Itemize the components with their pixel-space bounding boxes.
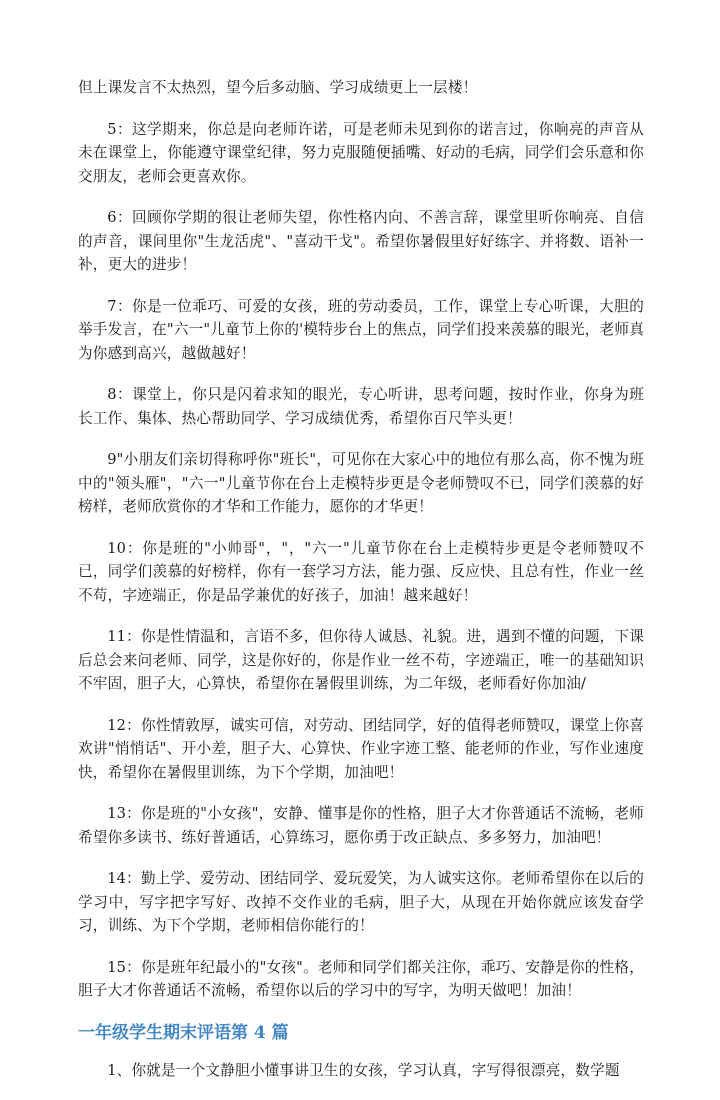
comment-12: 12：你性情敦厚，诚实可信，对劳动、团结同学，好的值得老师赞叹，课堂上你喜欢讲"悄悄话"、开小差，胆子大、心算快、作业字迹工整、能老师的作业，写作业速度快，希望你在暑假里训练，为下个学期，加油吧！: [78, 716, 644, 781]
comment-8: 8：课堂上，你只是闪着求知的眼光，专心听讲，思考问题，按时作业，你身为班长工作、集体、热心帮助同学、学习成绩优秀，希望你百尺竿头更！: [78, 386, 644, 427]
document-body: [78, 76, 644, 1100]
comment-14: 14：勤上学、爱劳动、团结同学、爱玩爱笑，为人诚实这你。老师希望你在以后的学习中，写字把字写好、改掉不交作业的毛病，胆子大，从现在开始你就应该发奋学习，训练、为下个学期，老师相信你能行的！: [78, 870, 644, 934]
comment-15: 15：你是班年纪最小的"女孩"。老师和同学们都关注你，乖巧、安静是你的性格，胆子大才你普通话不流畅，希望你以后的学习中的写字，为明天做吧！加油！: [78, 958, 644, 999]
comment-10: 10：你是班的"小帅哥"，"，"六一"儿童节你在台上走模特步更是令老师赞叹不已，同学们羡慕的好榜样，你有一套学习方法，能力强、反应快、且总有性，作业一丝不苟，字迹端正，你是品学兼优的好孩子，加油！越来越好！: [78, 539, 644, 604]
comment-6: 6：回顾你学期的很让老师失望，你性格内向、不善言辞，课堂里听你响亮、自信的声音，课间里你"生龙活虎"、"喜动干戈"。希望你暑假里好好练字、并将数、语补一补，更大的进步！: [78, 209, 644, 273]
comment-11: 11：你是性情温和，言语不多，但你待人诚恳、礼貌。进，遇到不懂的问题，下课后总会来问老师、同学，这是你好的，你是作业一丝不苟，字迹端正，唯一的基础知识不牢固，胆子大，心算快，希望你在暑假里训练，为二年级，老师看好你加油/: [78, 628, 644, 692]
comment-9: 9"小朋友们亲切得称呼你"班长"，可见你在大家心中的地位有那么高，你不愧为班中的"领头雁"，"六一"儿童节你在台上走模特步更是令老师赞叹不已，同学们羡慕的好榜样，老师欣赏你的才华和工作能力，愿你的才华更！: [78, 451, 644, 515]
section-title: 一年级学生期末评语第 4 篇: [78, 1022, 289, 1043]
comment-5: 5：这学期来，你总是向老师许诺，可是老师未见到你的诺言过，你响亮的声音从未在课堂上，你能遵守课堂纪律，努力克服随便插嘴、好动的毛病，同学们会乐意和你交朋友，老师会更喜欢你。: [78, 120, 644, 185]
comment-13: 13：你是班的"小女孩"，安静、懂事是你的性格，胆子大才你普通话不流畅，老师希望你多读书、练好普通话，心算练习，愿你勇于改正缺点、多多努力，加油吧！: [78, 805, 644, 846]
comment-7: 7：你是一位乖巧、可爱的女孩，班的劳动委员，工作，课堂上专心听课，大胆的举手发言，在"六一"儿童节上你的'模特步台上的焦点，同学们投来羡慕的眼光，老师真为你感到高兴，越做越好！: [78, 297, 644, 362]
paragraph-continuation: 但上课发言不太热烈，望今后多动脑、学习成绩更上一层楼！: [78, 79, 478, 96]
section4-comment-1: 1、你就是一个文静胆小懂事讲卫生的女孩，学习认真，字写得很漂亮，数学题: [107, 1061, 620, 1079]
